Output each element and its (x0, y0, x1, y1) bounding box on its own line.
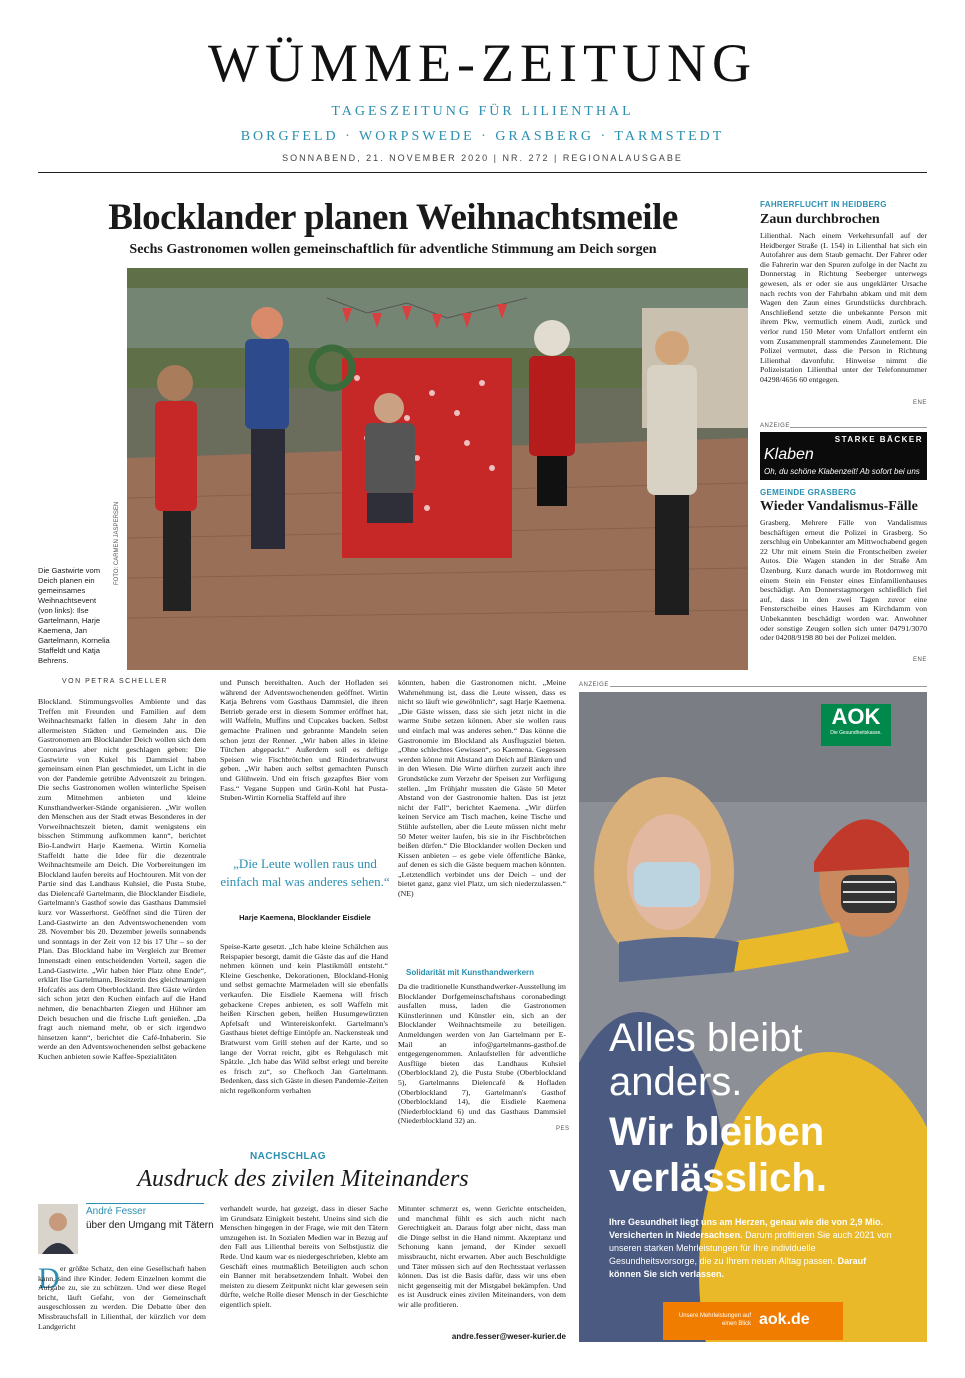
dateline: SONNABEND, 21. NOVEMBER 2020 | NR. 272 | REGIONALAUSGABE (282, 153, 683, 163)
aok-anzeige-label: ANZEIGE (579, 682, 609, 688)
article-col1: Blockland. Stimmungsvolles Ambiente und das Treffen mit Freunden und Familien auf dem Weihnachtsmarkt fallen in diesem Jahr in den allermeisten Städten und Gemeinden aus. Die Gastronomen am Blocklander Deich wollen sich dem Coronavirus aber nicht geschlagen geben: Die Gastwirte von Kukel bis Dammsiel haben gemeinsam einen Plan geschmiedet, um Licht in die von der Pandemie getrübte Adventszeit zu bringen. Die sechs Gastronomen wollen winterliche Speisen zum Mitnehmen anbieten und kleine Kunsthandwerker-Stände organisieren. „Wir wollen den Menschen aus der Stadt etwas Besonderes in der Vorweihnachtszeit bieten, damit wenigstens ein bisschen Stimmung aufkommen kann“, berichtet Bio-Landwirt Harje Kaemena. Wirtin Kornelia Staffeldt hatte die Idee für die dezentrale Weihnachtsmeile am Deich. Die Vorbereitungen im Blockland laufen bereits auf Hochtouren. Mit von der Partie sind das Landhaus Kuhsiel, die Pusta Stube, das Dielencafé Gartelmann, die Blocklander Eisdiele, Gartelmann's Gasthof sowie das Gasthaus Dammsiel kurz vor Wasserhorst. Geöffnet sind die Türen der Land-Gastwirte an den Adventswochenenden vom 28. November bis 20. Dezember jeweils sonnabends und sonntags in der Zeit von 12 bis 17 Uhr – so der Plan. Das Blockland habe im Vergleich zur Bremer Innenstadt einen entscheidenden Vorteil, sagen die Land-Gastwirte. „Wir haben hier Platz ohne Ende“, erklärt Ilse Gartelmann, Besitzerin des gleichnamigen Hofcafés aus dem Oberblockland. Ihre Gäste würden sich schon jetzt den Kuchen einfach auf die Hand nehmen, die benachbarten Ziegen und Hühner am Deich besuchen und die frische Luft genießen. „Da fragt auch niemand mehr, ob er sich irgendwo hinsetzen kann“, berichtet die Café-Inhaberin. Sie werde an den Adventswochenenden selbst gebackene Kuchen anbieten sowie Kaffee-Spezialitäten (38, 697, 206, 1061)
aok-cta-button[interactable] (663, 1302, 843, 1340)
article-col3: könnten, haben die Gastronomen nicht. „Meine Wahrnehmung ist, dass die Leute wissen, dass es nicht so läuft wie gewöhnlich“, sagt Harje Kaemena. „Die Gäste wissen, dass sie sich jetzt nicht in die warme Stube setzen können. Aber sie wollen raus und einfach mal was anderes sehen.“ Das könne die Gastronomie im Blockland als Ausflugsziel bieten. „Ohne schlechtes Gewissen“, so Kaemena. Gegessen werden könne mit Abstand am Deich auf Bänken und in den Wiesen. Die Wirte dürften zurzeit auch ihre Grundstücke zum Verzehr der Speisen zur Verfügung stellen. „Im Frühjahr mussten die Gäste 50 Meter Abstand von der Gastronomie halten. Das ist jetzt nicht der Fall“, berichtet Kaemena. „Wir dürfen keinen Service am Tisch machen, keine Tische und Stühle aufstellen, aber die Leute müssen nicht mehr 50 Meter weiter laufen, bis sie in ihr Fischbrötchen beißen dürfen.“ Die Blocklander wollen Decken und Kissen anbieten – es gebe viele öffentliche Bänke, auf denen es sich die Gäste bequem machen könnten. „Letztendlich verbindet uns der Deich – und der bietet ganz, ganz viel Platz, um sich niederzulassen.“ (NE) (398, 678, 566, 899)
klaben-ad-title: Klaben (764, 446, 814, 463)
sidebar-head-2: Wieder Vandalismus-Fälle (760, 499, 918, 514)
pull-quote-source: Harje Kaemena, Blocklander Eisdiele (239, 913, 371, 922)
main-photo (127, 268, 748, 670)
aok-body-1: Ihre Gesundheit liegt uns am Herzen, genau wie die von 2,9 Mio. Versicherten in Niedersachsen. (609, 1217, 884, 1240)
aok-headline-3: Wir bleiben (609, 1110, 825, 1154)
photo-credit: FOTO: CARMEN JASPERSEN (114, 501, 120, 585)
aok-body (609, 1216, 899, 1281)
author-topic: über den Umgang mit Tätern (86, 1220, 214, 1231)
masthead-tagline: TAGESZEITUNG FÜR LILIENTHAL (331, 104, 634, 119)
klaben-ad[interactable] (760, 432, 927, 480)
sidebar-kicker-2: GEMEINDE GRASBERG (760, 488, 857, 497)
aok-cta-small: Unsere Mehrleistungen auf einen Blick (678, 1313, 751, 1327)
author-photo (38, 1204, 78, 1254)
aok-logo-text: AOK (831, 704, 881, 729)
dropcap: D (38, 1262, 60, 1295)
aok-headline-1: Alles bleibt (609, 1016, 803, 1060)
sidebar-anzeige-label: ANZEIGE (760, 423, 790, 429)
pull-quote: „Die Leute wollen raus und einfach mal was anderes sehen.“ (220, 856, 390, 889)
aok-logo-sub: Die Gesundheitskasse. (830, 730, 882, 736)
aok-headline-2: anders. (609, 1060, 743, 1104)
klaben-ad-tagline: Oh, du schöne Klabenzeit! Ab sofort bei uns (764, 467, 920, 476)
author-email[interactable]: andre.fesser@weser-kurier.de (451, 1332, 566, 1341)
aok-anzeige-rule (610, 686, 927, 687)
sidebar-sig-1: ENE (913, 400, 927, 406)
anzeige-rule (790, 427, 927, 428)
info-box-head: Solidarität mit Kunsthandwerkern (406, 968, 535, 977)
sidebar-kicker-1: FAHRERFLUCHT IN HEIDBERG (760, 200, 887, 209)
masthead-towns: BORGFELD · WORPSWEDE · GRASBERG · TARMSTEDT (240, 129, 725, 144)
photo-caption: Die Gastwirte vom Deich planen ein gemeinsames Weihnachtsevent (von links): Ilse Gartelmann, Harje Kaemena, Jan Gartelmann, Kornelia Staffeldt und Katja Behrens. (38, 566, 110, 665)
masthead-title: WÜMME-ZEITUNG (208, 33, 757, 93)
aok-body-2: Darum profitieren Sie auch 2021 von unseren starken Mehrleistungen für Ihre individuelle Gesundheitsvorsorge, die zu Ihrem neuen Alltag passen. (609, 1230, 892, 1266)
info-box-text: Da die traditionelle Kunsthandwerker-Ausstellung im Blocklander Dorfgemeinschaftshaus coronabedingt ausfallen muss, laden die Gastronomen Künstlerinnen und Künstler ein, sich an der Blocklander Weihnachtsmeile zu beteiligen. Anmeldungen werden von Jan Gartelmann per E-Mail an info@gartelmanns-gasthof.de entgegengenommen. Anlaufstellen für adventliche Ausflüge bieten das Landhaus Kuhsiel (Oberblockland 2), die Pusta Stube (Oberblockland 5), Gartelmanns Dielencafé & Hofladen (Oberblockland 7), Gartelmann's Gasthof (Oberblockland 14), die Eisdiele Kaemena (Niederblockland 6) und das Gasthaus Dammsiel (Niederblockland 32) an. (398, 982, 566, 1126)
author-name: André Fesser (86, 1206, 147, 1217)
main-photo-illustration (127, 268, 748, 670)
info-box-sig: PES (556, 1126, 570, 1132)
commentary-col1: er größte Schatz, den eine Gesellschaft haben kann, sind ihre Kinder. Jedem Einzelnen kommt die Aufgabe zu, sie zu schützen. Und wer diese Regel bricht, läuft Gefahr, von der Gemeinschaft ausgeschlossen zu werden. Die Debatte über den Missbrauchsfall in Lilienthal, der kürzlich vor dem Landgericht (38, 1264, 206, 1331)
main-headline: Blocklander planen Weihnachtsmeile (108, 197, 678, 238)
commentary-col2: verhandelt wurde, hat gezeigt, dass in dieser Sache im Grundsatz Einigkeit besteht. Uneins sind sich die Menschen hingegen in der Frage, wie mit den Tätern umzugehen ist. In Sozialen Medien war in Bezug auf den Fall aus Lilienthal bereits von Selbstjustiz die Rede. Und kaum war es niedergeschrieben, klebte am Geschäft eines mutmaßlich Beteiligten auch schon ein Banner mit herabsetzendem Inhalt. Wobei den meisten zu diesem Zeitpunkt nicht klar gewesen sein dürfte, welche Rolle dieser Mensch in der Geschichte eigentlich spielt. (220, 1204, 388, 1309)
byline: VON PETRA SCHELLER (62, 678, 168, 685)
article-col2a: und Punsch bereithalten. Auch der Hofladen sei während der Adventswochenenden geöffnet. Wirtin Katja Behrens vom Gasthaus Dammsiel, die ihren Betrieb gerade erst in diesem Sommer eröffnet hat, will Waffeln, Muffins und Cupcakes backen. Selbst gemachte Pralinen und gebrannte Mandeln seien schon jetzt der Renner. „Wir haben alles in kleine Tütchen abgepackt.“ Außerdem soll es deftige Speisen wie Fischbrötchen und Rinderbratwurst geben. „Wir haben auch selbst gemachten Punsch und Glühwein. Und ein frisch gezapftes Bier vom Fass.“ Vegane Suppen und Grün-Kohl hat Pusta-Stuben-Wirtin Kornelia Staffeld auf ihre (220, 678, 388, 803)
sidebar-head-1: Zaun durchbrochen (760, 212, 880, 227)
commentary-col3: Mitunter schmerzt es, wenn Gerichte entscheiden, und manchmal fühlt es sich auch nicht nach Gerechtigkeit an. Daraus folgt aber nicht, dass man die Dinge selbst in die Hand nimmt. Akzeptanz und Schonung kann jemand, der Kinder sexuell missbraucht, nicht erwarten. Aber auch Beschuldigte und Täter müssen sich auf den Rechtsstaat verlassen können. Das ist die Basis dafür, dass wir uns eben nicht gegenseitig mit der Mistgabel bekämpfen. Und es ist Ausdruck eines zivilen Miteinanders, von dem wir alle profitieren. (398, 1204, 566, 1309)
main-subhead: Sechs Gastronomen wollen gemeinschaftlich für adventliche Stimmung am Deich sorgen (129, 242, 657, 257)
author-avatar (38, 1204, 78, 1254)
aok-cta-url: aok.de (759, 1311, 810, 1328)
klaben-ad-brand: STARKE BÄCKER (834, 435, 923, 444)
author-rule (86, 1203, 204, 1204)
commentary-headline: Ausdruck des zivilen Miteinanders (137, 1166, 469, 1192)
sidebar-text-1: Lilienthal. Nach einem Verkehrsunfall auf der Heidberger Straße (L 154) in Lilienthal hat sich ein Autofahrer aus dem Staub gemacht. Der Fahrer oder die Fahrerin war den Spuren zufolge in der Nacht zu Donnerstag in Richtung Seeberger unterwegs gewesen, als er oder sie aus ungeklärter Ursache nach rechts von der Fahrbahn abkam und mit dem Wagen den Zaun eines Grundstücks durchbrach. Anschließend setzte die unbekannte Person mit ihrem Pkw, vermutlich einem Audi, zurück und verlor rund 150 Meter vom Unfallort entfernt ein vom Zusammenprall stammendes Zaunelement. Die Polizei vermutet, dass die Person in Richtung Lilienthal davonfuhr. Hinweise nimmt die Polizeistation Lilienthal unter der Telefonnummer 04298/4656 60 entgegen. (760, 231, 927, 384)
sidebar-text-2: Grasberg. Mehrere Fälle von Vandalismus beschäftigen erneut die Polizei in Grasberg. So zerschlug ein Unbekannter am Mittwochabend gegen 22 Uhr mit einem Stein die Frontscheiben zweier Autos. Die Wagen standen in der Straße Am Üzenburg. Kurz danach wurde im Rotdornweg mit einem Stein ein Fenster eines Einfamilienhauses beschädigt. Am Donnerstagmorgen schließlich fiel auf, dass in den zwei Tagen zuvor eine Fensterscheibe eines Hauses am Kirchdamm von Unbekannten beschädigt worden war. Anwohner oder sonstige Zeugen sollen sich unter 04791/3070 oder 04208/9198 80 bei der Polizei melden. (760, 518, 927, 643)
sidebar-sig-2: ENE (913, 657, 927, 663)
aok-headline-4: verlässlich. (609, 1156, 827, 1200)
article-col2b: Speise-Karte gesetzt. „Ich habe kleine Schälchen aus Reispapier besorgt, damit die Gäste das auf die Hand nehmen können und kein Plastikmüll entsteht.“ Kleine Geschenke, Dekorationen, Blockland-Honig und selbst gemachte Marmeladen will sie ebenfalls verkaufen. Die Eisdiele Kaemena will frisch gebackene Crepes anbieten, es soll Waffeln mit heißen Kirschen geben, heißen Husumgewürzten Apfelsaft und Wintereiskonfekt. Gartelmann's Gasthaus bietet deftige Eintöpfe an. Nackensteak und Bratwurst vom Grill stehen auf der Karte, und so lange der Vorrat reicht, gibt es Rehgulasch mit Spätzle. „Ich habe das Wild selbst erlegt und bereite es frisch zu“, so Chefkoch Jan Gartelmann. Bedenken, dass sich Gäste in diesen Pandemie-Zeiten nicht regelkonform verhalten (220, 942, 388, 1095)
aok-ad[interactable] (579, 692, 927, 1342)
commentary-kicker: NACHSCHLAG (249, 1151, 327, 1162)
masthead-rule (38, 172, 927, 173)
aok-body-3: Darauf können Sie sich verlassen. (609, 1256, 867, 1279)
aok-logo (821, 704, 891, 746)
